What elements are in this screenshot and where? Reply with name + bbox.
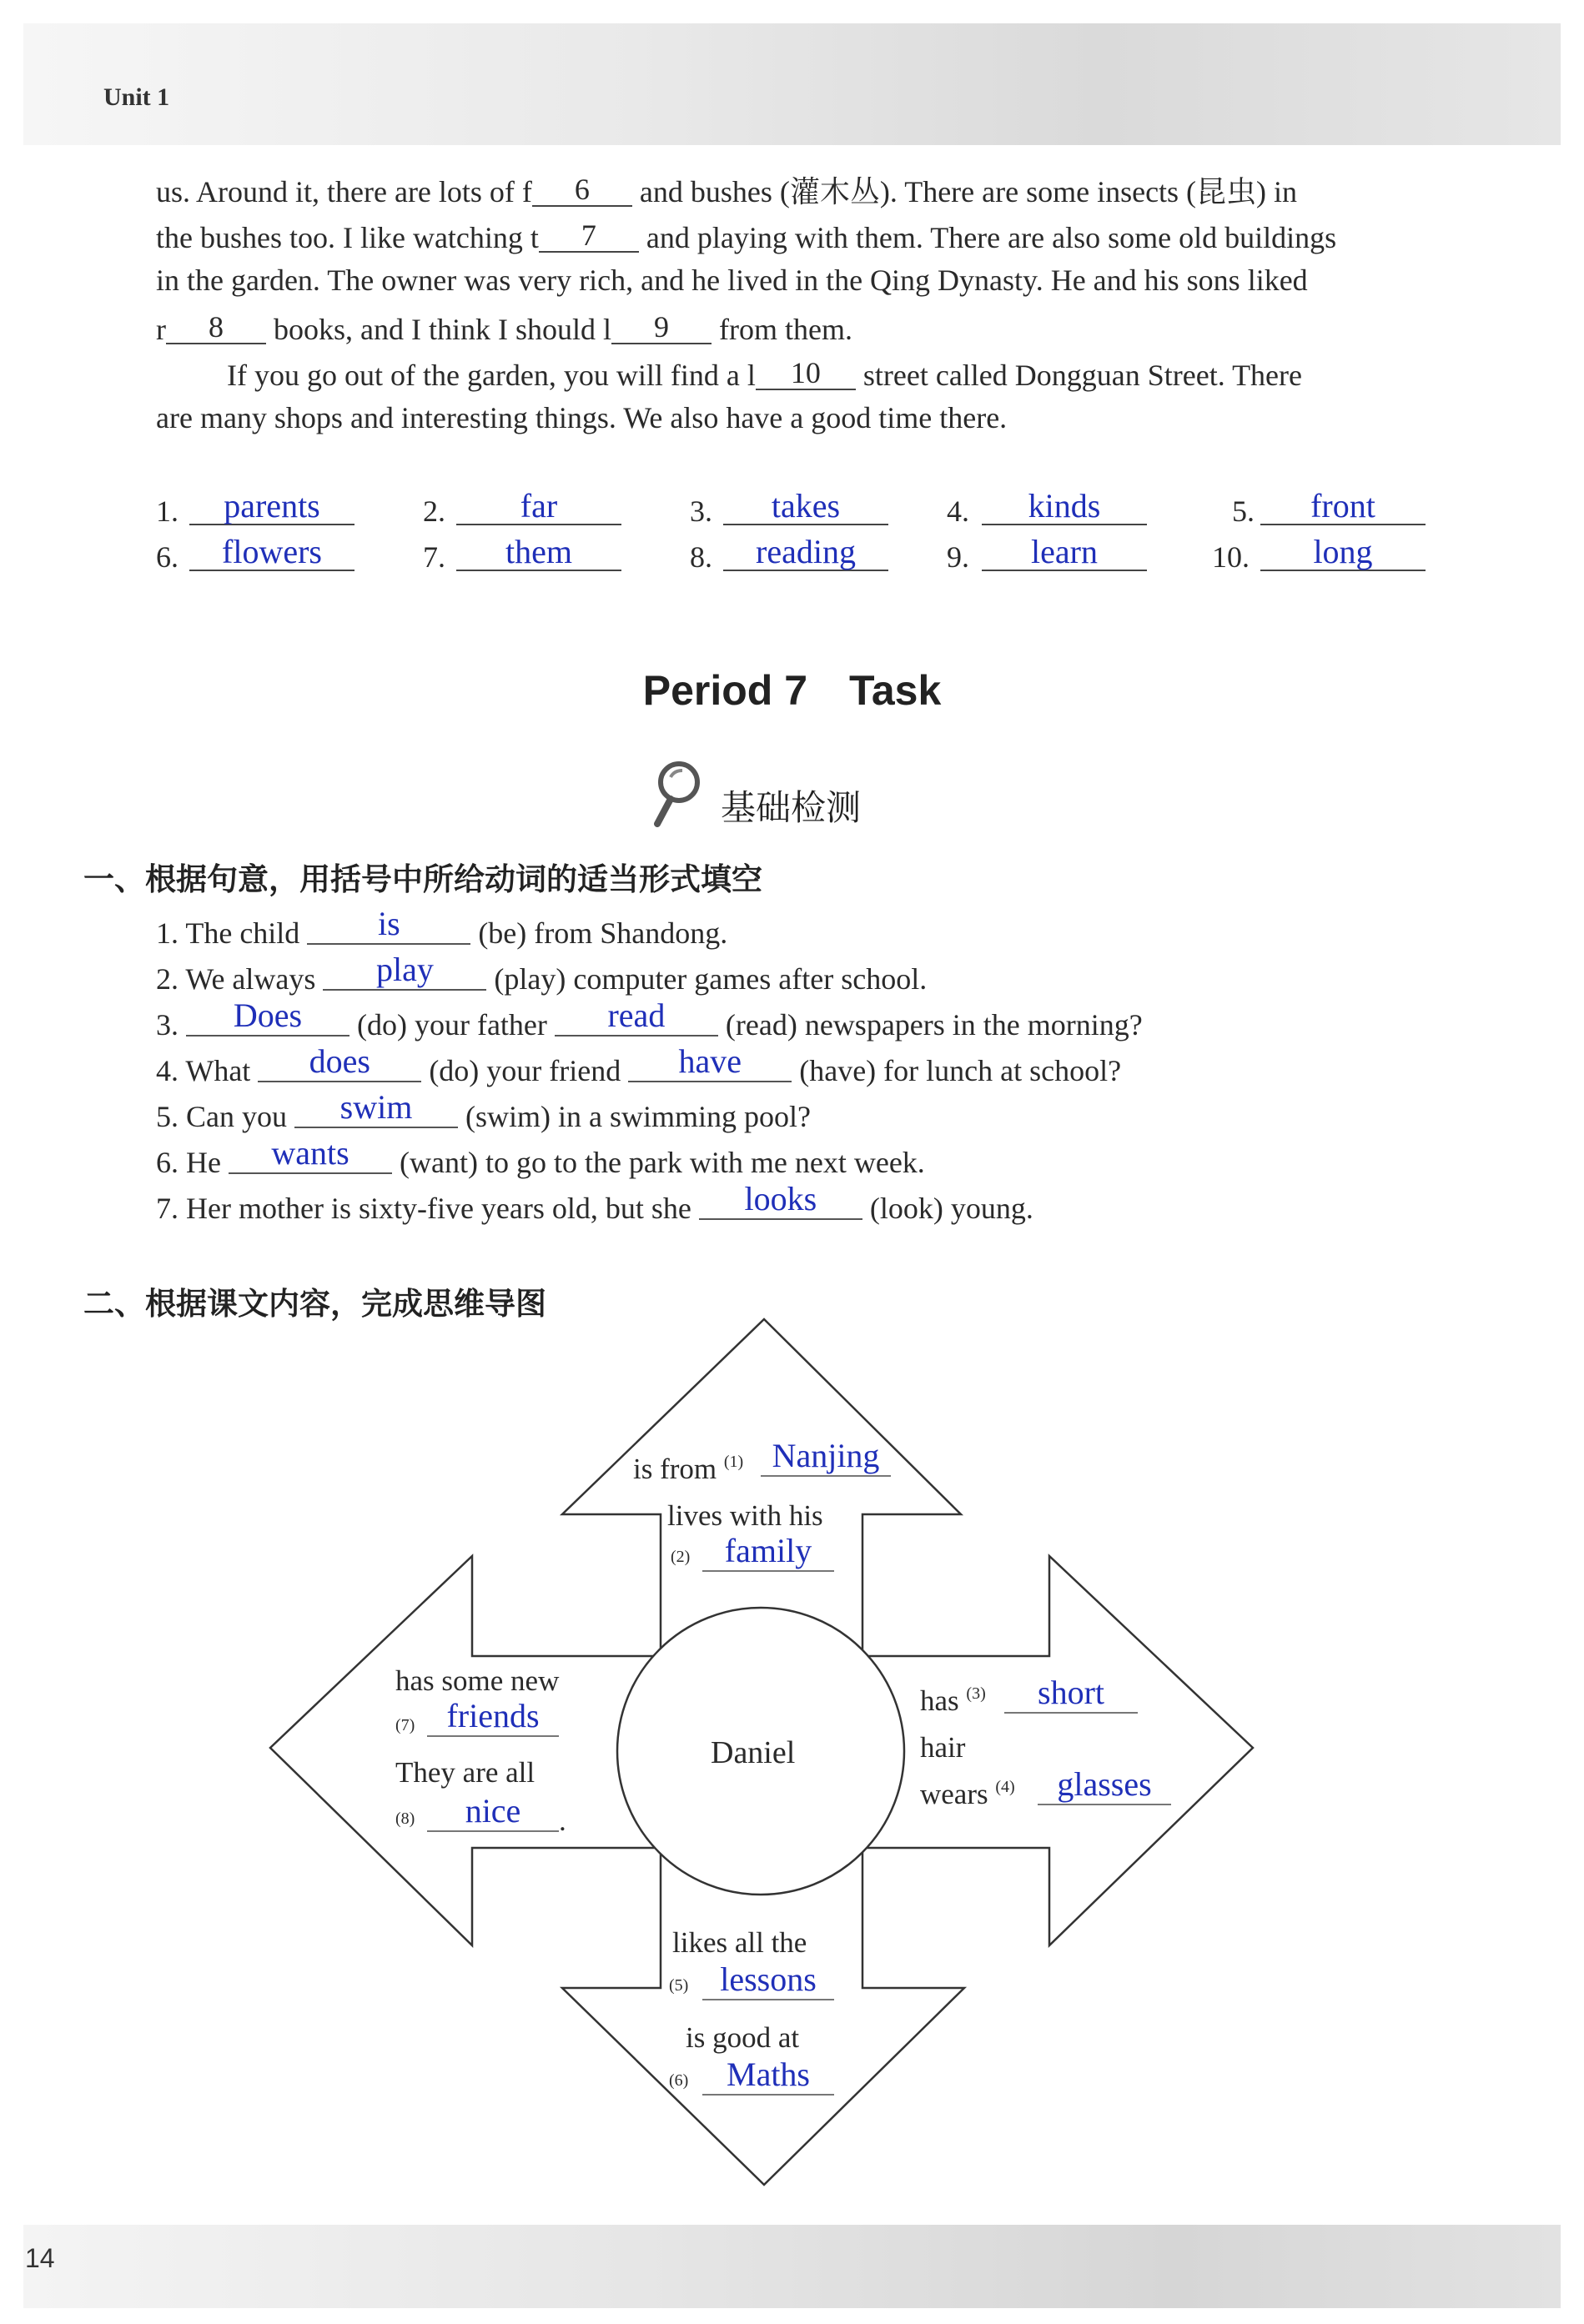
- question-5: 5. Can you swim (swim) in a swimming pool?: [156, 1088, 811, 1133]
- bottom-text-1: likes all the: [672, 1926, 807, 1959]
- answer-blank: far: [456, 489, 621, 525]
- left-period: .: [559, 1804, 566, 1837]
- passage-blank-8: 8: [166, 311, 266, 344]
- answer-blank: kinds: [982, 489, 1147, 525]
- question-6: 6. He wants (want) to go to the park with me next week.: [156, 1134, 925, 1179]
- answer-blank: front: [1260, 489, 1426, 525]
- answer-short: short: [1004, 1673, 1138, 1714]
- answer-nice: nice: [427, 1791, 559, 1832]
- answer-blank: takes: [723, 489, 888, 525]
- question-4: 4. What does (do) your friend have (have) for lunch at school?: [156, 1042, 1122, 1087]
- answer-blank: flowers: [189, 535, 355, 571]
- page-number: 14: [25, 2243, 55, 2273]
- left-num-7: (7): [395, 1716, 415, 1734]
- left-num-8: (8): [395, 1810, 415, 1828]
- answer-blank: learn: [982, 535, 1147, 571]
- right-text-1: has $^{(3)}$: [920, 1684, 986, 1717]
- answer-row-2: 6. flowers 7. them 8. reading 9. learn 10. long: [156, 535, 1491, 576]
- passage-line-2: the bushes too. I like watching t 7 and playing with them. There are also some old buildings: [156, 218, 1337, 254]
- answer-blank: swim: [294, 1088, 458, 1128]
- unit-label: Unit 1: [103, 83, 170, 111]
- top-text-1: is from $^{(1)}$: [633, 1453, 744, 1485]
- top-num-2: (2): [671, 1548, 691, 1566]
- passage-blank-9: 9: [611, 311, 712, 344]
- question-3: 3. Does (do) your father read (read) newspapers in the morning?: [156, 996, 1143, 1042]
- answer-blank: read: [555, 996, 718, 1037]
- section2-heading: 二、根据课文内容，完成思维导图: [83, 1286, 546, 1322]
- answer-row-1: 1. parents 2. far 3. takes 4. kinds 5. front: [156, 489, 1491, 530]
- passage-line-5: If you go out of the garden, you will find a l 10 street called Dongguan Street. There: [227, 356, 1303, 392]
- passage-blank-7: 7: [539, 219, 639, 253]
- answer-blank: reading: [723, 535, 888, 571]
- bottom-num-6: (6): [669, 2071, 689, 2090]
- answer-friends: friends: [427, 1696, 559, 1737]
- passage-line-4: r 8 books, and I think I should l 9 from them.: [156, 310, 852, 346]
- answer-maths: Maths: [702, 2055, 834, 2096]
- answer-family: family: [702, 1531, 834, 1572]
- answer-blank: wants: [229, 1134, 392, 1174]
- answer-blank: parents: [189, 489, 355, 525]
- answer-blank: long: [1260, 535, 1426, 571]
- passage-line-3: in the garden. The owner was very rich, and he lived in the Qing Dynasty. He and his sons liked: [156, 264, 1308, 297]
- right-text-2: hair: [920, 1731, 966, 1764]
- bottom-text-2: is good at: [686, 2021, 800, 2054]
- bottom-num-5: (5): [669, 1976, 689, 1995]
- answer-blank: Does: [186, 996, 349, 1037]
- question-2: 2. We always play (play) computer games after school.: [156, 951, 928, 996]
- answer-blank: them: [456, 535, 621, 571]
- answer-lessons: lessons: [702, 1960, 834, 2000]
- answer-blank: does: [258, 1042, 421, 1082]
- answer-nanjing: Nanjing: [761, 1436, 891, 1477]
- section1-heading: 一、根据句意，用括号中所给动词的适当形式填空: [83, 861, 762, 897]
- right-text-3: wears $^{(4)}$: [920, 1778, 1015, 1810]
- left-text-2: They are all: [395, 1756, 536, 1789]
- question-1: 1. The child is (be) from Shandong.: [156, 905, 728, 950]
- basic-check-heading: 基础检测: [721, 787, 862, 828]
- passage-blank-6: 6: [532, 173, 632, 207]
- answer-blank: have: [628, 1042, 792, 1082]
- answer-glasses: glasses: [1038, 1764, 1171, 1805]
- passage-blank-10: 10: [756, 357, 856, 390]
- period-title: Period 7 Task: [642, 667, 942, 714]
- passage-line-6: are many shops and interesting things. We also have a good time there.: [156, 401, 1008, 434]
- question-7: 7. Her mother is sixty-five years old, but she looks (look) young.: [156, 1180, 1033, 1225]
- answer-blank: looks: [699, 1180, 862, 1220]
- passage-line-1: us. Around it, there are lots of f 6 and bushes (灌木丛). There are some insects (昆虫) in: [156, 173, 1298, 208]
- center-label: Daniel: [711, 1735, 796, 1770]
- answer-blank: is: [307, 905, 470, 945]
- answer-blank: play: [323, 951, 486, 991]
- left-text-1: has some new: [395, 1664, 560, 1697]
- top-text-2: lives with his: [667, 1499, 823, 1532]
